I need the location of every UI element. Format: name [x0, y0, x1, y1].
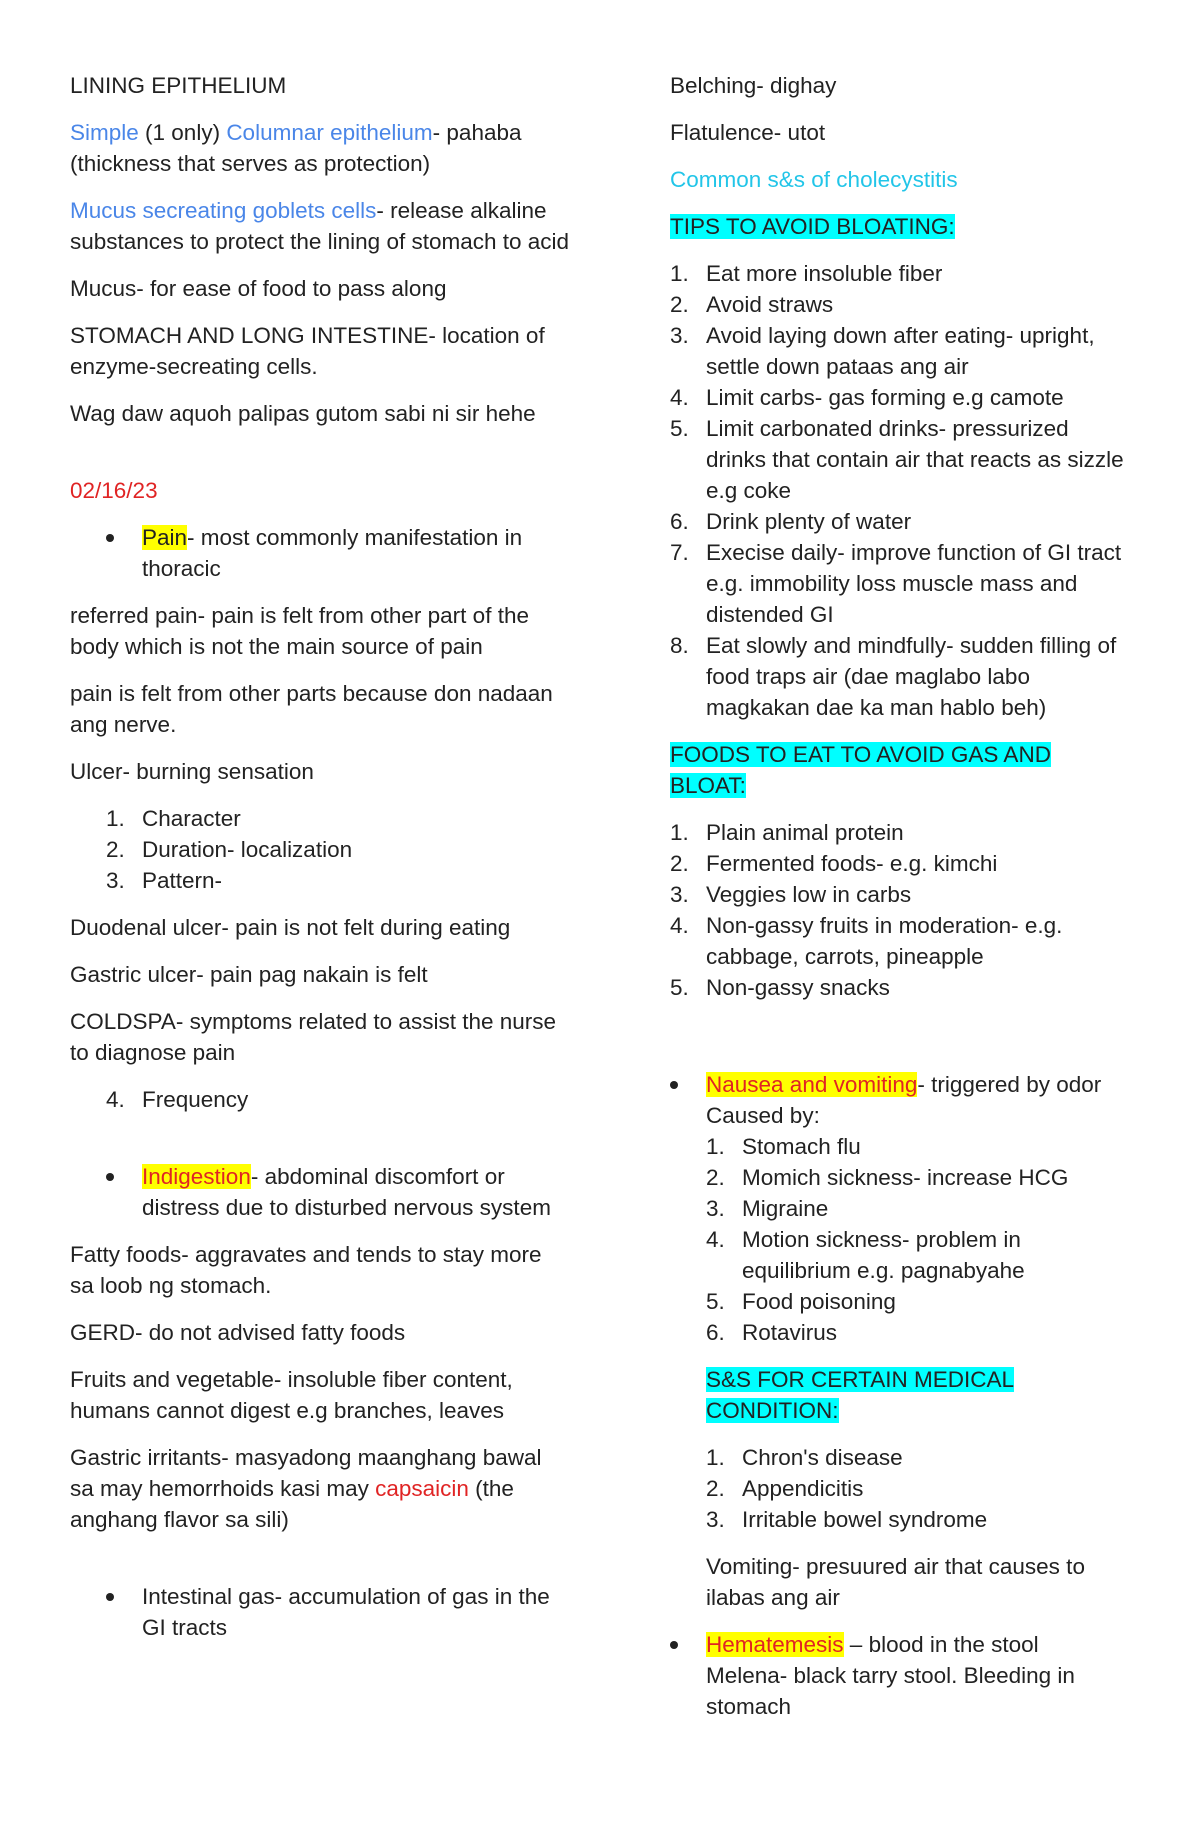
note-mucus-goblet — [70, 195, 570, 257]
list-item: 4. Limit carbs- gas forming e.g camote — [670, 385, 1064, 410]
note-pain-felt: pain is felt from other parts because don nadaan ang nerve. — [70, 681, 553, 737]
list-item: 1. Eat more insoluble fiber — [670, 261, 943, 286]
hematemesis-bullet-list — [670, 1629, 1130, 1722]
term-indigestion: Indigestion — [142, 1164, 251, 1189]
list-item: 7. Execise daily- improve function of GI tract e.g. immobility loss muscle mass and distended GI — [670, 540, 1122, 627]
note-fruits-vegetable: Fruits and vegetable- insoluble fiber content, humans cannot digest e.g branches, leaves — [70, 1367, 513, 1423]
tips-list — [670, 258, 1130, 723]
spacer — [70, 445, 570, 475]
note-duodenal-ulcer: Duodenal ulcer- pain is not felt during eating — [70, 915, 511, 940]
note-belching: Belching- dighay — [670, 73, 837, 98]
text-caused-by: Caused by: — [706, 1103, 820, 1128]
list-item-hematemesis: Hematemesis – blood in the stool Melena- black tarry stool. Bleeding in stomach — [670, 1629, 1130, 1722]
note-fatty-foods: Fatty foods- aggravates and tends to stay more sa loob ng stomach. — [70, 1242, 542, 1298]
list-item: 3. Veggies low in carbs — [670, 882, 912, 907]
list-item: 5. Food poisoning — [706, 1289, 896, 1314]
list-item: 2. Momich sickness- increase HCG — [706, 1165, 1069, 1190]
frequency-list — [70, 1084, 570, 1115]
note-gastric-irritants: Gastric irritants- masyadong maanghang bawal sa may hemorrhoids kasi may capsaicin (the anghang flavor sa sili) — [70, 1445, 542, 1532]
list-item: 1. Chron's disease — [706, 1445, 903, 1470]
list-item-intestinal-gas: Intestinal gas- accumulation of gas in the GI tracts — [70, 1581, 570, 1643]
note-stomach-intestine: STOMACH AND LONG INTESTINE- location of enzyme-secreating cells. — [70, 323, 545, 379]
note-vomiting: Vomiting- presuured air that causes to ilabas ang air — [706, 1554, 1085, 1610]
list-item-nausea: Nausea and vomiting- triggered by odor Caused by: — [670, 1069, 1130, 1131]
spacer — [70, 1131, 570, 1161]
list-item: 8. Eat slowly and mindfully- sudden filling of food traps air (dae maglabo labo magkakan dae ka man hablo beh) — [670, 633, 1117, 720]
list-item: 3. Migraine — [706, 1196, 829, 1221]
spacer — [70, 1551, 570, 1581]
note-mucus: Mucus- for ease of food to pass along — [70, 276, 447, 301]
heading-lining-epithelium: LINING EPITHELIUM — [70, 73, 287, 98]
term-nausea-vomiting: Nausea and vomiting — [706, 1072, 918, 1097]
pain-bullet-list — [70, 522, 570, 584]
note-gastric-ulcer: Gastric ulcer- pain pag nakain is felt — [70, 962, 428, 987]
text-pain-rest: - most commonly manifestation in thoracic — [142, 525, 523, 581]
nausea-causes-list — [670, 1131, 1130, 1348]
list-item-pain — [70, 522, 570, 584]
term-hematemesis: Hematemesis — [706, 1632, 844, 1657]
heading-foods-to-eat: FOODS TO EAT TO AVOID GAS AND BLOAT: — [670, 742, 1051, 798]
ulcer-list — [70, 803, 570, 896]
right-column — [670, 70, 1130, 1738]
note-coldspa: COLDSPA- symptoms related to assist the nurse to diagnose pain — [70, 1009, 557, 1065]
spacer — [670, 1019, 1130, 1069]
ss-list — [670, 1442, 1130, 1535]
list-item: 5. Non-gassy snacks — [670, 975, 890, 1000]
note-simple-columnar — [70, 117, 570, 179]
list-item: 3. Avoid laying down after eating- upright, settle down pataas ang air — [670, 323, 1095, 379]
note-referred-pain: referred pain- pain is felt from other part of the body which is not the main source of pain — [70, 603, 529, 659]
note-ulcer: Ulcer- burning sensation — [70, 759, 314, 784]
note-flatulence: Flatulence- utot — [670, 120, 826, 145]
list-item: 1. Character — [106, 806, 241, 831]
note-wag-daw: Wag daw aquoh palipas gutom sabi ni sir hehe — [70, 401, 536, 426]
term-columnar-epithelium: Columnar epithelium — [226, 120, 433, 145]
text-simple-rest: - pahaba (thickness that serves as protection) — [70, 120, 522, 176]
list-item: 1. Plain animal protein — [670, 820, 904, 845]
list-item: 4. Frequency — [106, 1087, 249, 1112]
list-item: 5. Limit carbonated drinks- pressurized drinks that contain air that reacts as sizzle e.g coke — [670, 416, 1124, 503]
heading-ss-medical-condition: S&S FOR CERTAIN MEDICAL CONDITION: — [706, 1367, 1014, 1423]
term-mucus-goblet: Mucus secreating goblets cells — [70, 198, 377, 223]
list-item: 2. Duration- localization — [106, 837, 353, 862]
list-item: 3. Irritable bowel syndrome — [706, 1507, 988, 1532]
list-item: 1. Stomach flu — [706, 1134, 861, 1159]
text-simple-mid: (1 only) — [138, 120, 227, 145]
list-item: 2. Avoid straws — [670, 292, 834, 317]
note-gerd: GERD- do not advised fatty foods — [70, 1320, 406, 1345]
term-simple: Simple — [70, 120, 139, 145]
foods-list — [670, 817, 1130, 1003]
list-item: 4. Motion sickness- problem in equilibrium e.g. pagnabyahe — [706, 1227, 1025, 1283]
text-indigestion-rest: - abdominal discomfort or distress due to disturbed nervous system — [142, 1164, 551, 1220]
text-melena: Melena- black tarry stool. Bleeding in stomach — [706, 1663, 1075, 1719]
date-heading: 02/16/23 — [70, 478, 158, 503]
left-column — [70, 70, 570, 1659]
list-item: 3. Pattern- — [106, 868, 223, 893]
note-common-ss: Common s&s of cholecystitis — [670, 167, 958, 192]
text-mucus-goblet-rest: - release alkaline substances to protect the lining of stomach to acid — [70, 198, 570, 254]
list-item: 2. Appendicitis — [706, 1476, 864, 1501]
heading-tips-bloating: TIPS TO AVOID BLOATING: — [670, 214, 955, 239]
term-pain: Pain — [142, 525, 188, 550]
list-item: 2. Fermented foods- e.g. kimchi — [670, 851, 998, 876]
list-item: 6. Rotavirus — [706, 1320, 838, 1345]
list-item: 6. Drink plenty of water — [670, 509, 912, 534]
gas-bullet-list — [70, 1581, 570, 1643]
list-item-indigestion — [70, 1161, 570, 1223]
indigestion-bullet-list — [70, 1161, 570, 1223]
term-capsaicin: capsaicin — [375, 1476, 469, 1501]
nausea-bullet-list — [670, 1069, 1130, 1131]
list-item: 4. Non-gassy fruits in moderation- e.g. cabbage, carrots, pineapple — [670, 913, 1063, 969]
